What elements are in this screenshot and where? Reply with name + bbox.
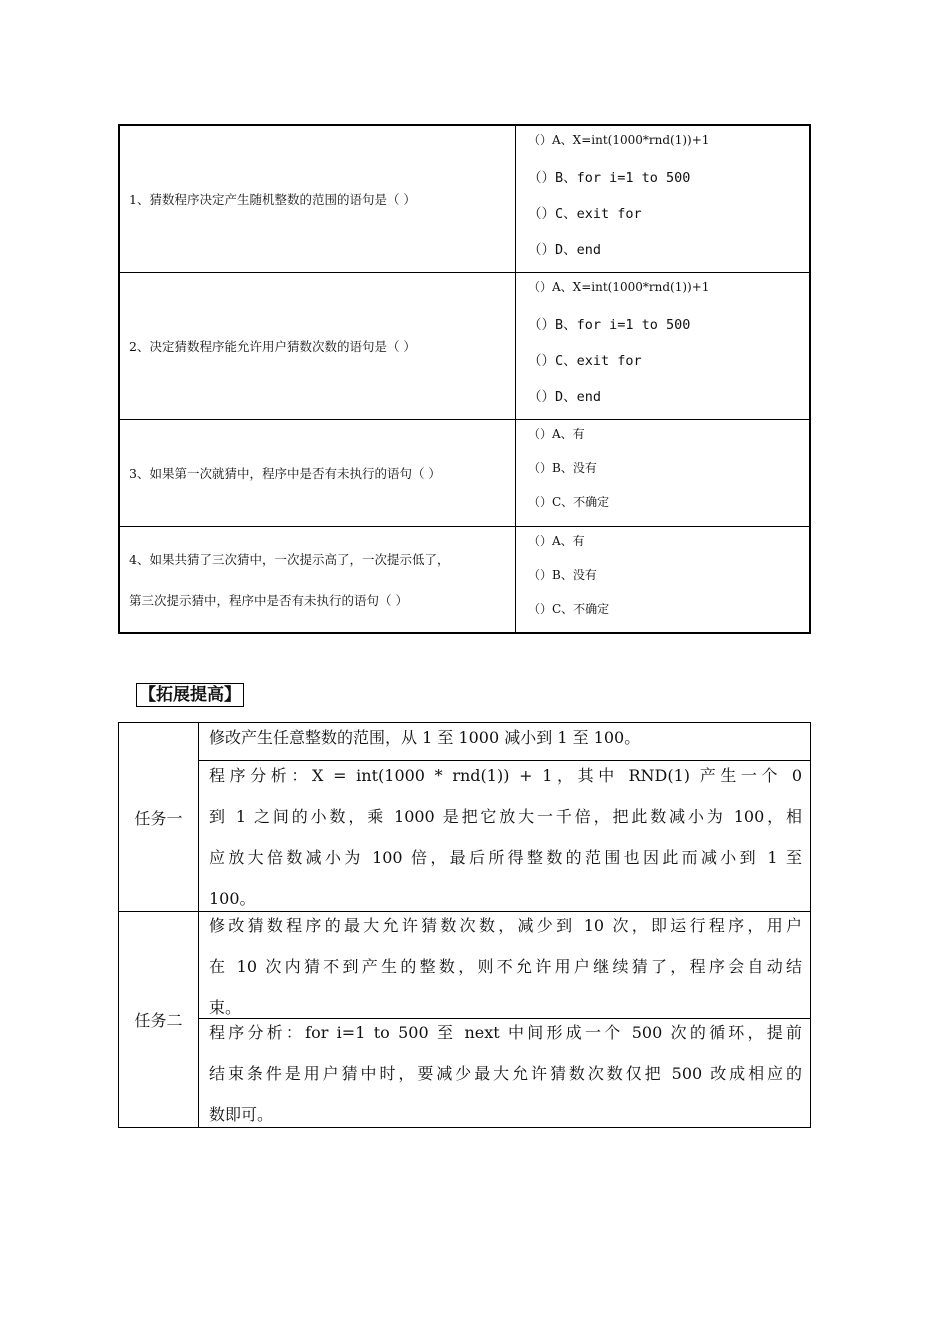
option-b: （）B、没有 (528, 568, 597, 582)
option-a: （）A、X=int(1000*rnd(1))+1 (528, 280, 710, 294)
task-label: 任务一 (119, 723, 199, 911)
option-c: （）C、不确定 (528, 495, 610, 509)
options-cell (516, 126, 809, 272)
text-line: 结束条件是用户猜中时，要减少最大允许猜数次数仅把 500 改成相应的 (209, 1064, 802, 1083)
options-cell (516, 527, 809, 632)
text-line: 束。 (209, 998, 242, 1017)
question-text: 第三次提示猜中，程序中是否有未执行的语句（ ） (129, 592, 408, 608)
text-line: 程序分析：for i=1 to 500 至 next 中间形成一个 500 次的循环，提前 (209, 1023, 802, 1042)
options-cell (516, 420, 809, 526)
question-cell (120, 527, 516, 632)
option-d: （）D、end (528, 389, 602, 405)
option-a: （）A、X=int(1000*rnd(1))+1 (528, 133, 710, 147)
text-line: 程序分析：X = int(1000 * rnd(1)) + 1，其中 RND(1) 产生一个 0 (209, 766, 802, 785)
text-line: 在 10 次内猜不到产生的整数，则不允许用户继续猜了，程序会自动结 (209, 957, 802, 976)
option-b: （）B、for i=1 to 500 (528, 317, 691, 333)
question-cell (120, 126, 516, 272)
tasks-table (118, 722, 811, 1128)
question-cell (120, 420, 516, 526)
quiz-row (120, 527, 809, 632)
question-text: 2、决定猜数程序能允许用户猜数次数的语句是（ ） (129, 338, 416, 354)
options-cell (516, 273, 809, 419)
quiz-table (118, 124, 811, 634)
text-line: 应放大倍数减小为 100 倍，最后所得整数的范围也因此而减小到 1 至 (209, 848, 802, 867)
text-line: 修改产生任意整数的范围，从 1 至 1000 减小到 1 至 100。 (209, 728, 641, 747)
section-title: 【拓展提高】 (136, 683, 244, 707)
quiz-row (120, 126, 809, 273)
quiz-row (120, 420, 809, 527)
quiz-row (120, 273, 809, 420)
task-label: 任务二 (119, 911, 199, 1127)
question-text: 3、如果第一次就猜中，程序中是否有未执行的语句（ ） (129, 465, 441, 481)
text-line: 修改猜数程序的最大允许猜数次数，减少到 10 次，即运行程序，用户 (209, 916, 802, 935)
option-a: （）A、有 (528, 427, 585, 441)
task-description (209, 905, 802, 1028)
task-analysis (209, 1012, 802, 1135)
question-text: 4、如果共猜了三次猜中，一次提示高了，一次提示低了， (129, 551, 450, 567)
option-c: （）C、不确定 (528, 602, 610, 616)
option-b: （）B、for i=1 to 500 (528, 170, 691, 186)
option-c: （）C、exit for (528, 353, 642, 369)
task-analysis (209, 755, 802, 919)
task-description (209, 717, 802, 758)
option-a: （）A、有 (528, 534, 585, 548)
text-line: 到 1 之间的小数，乘 1000 是把它放大一千倍，把此数减小为 100，相 (209, 807, 802, 826)
option-c: （）C、exit for (528, 206, 642, 222)
option-d: （）D、end (528, 242, 602, 258)
question-text: 1、猜数程序决定产生随机整数的范围的语句是（ ） (129, 191, 416, 207)
option-b: （）B、没有 (528, 461, 597, 475)
question-cell (120, 273, 516, 419)
text-line: 100。 (209, 889, 256, 908)
text-line: 数即可。 (209, 1105, 274, 1124)
